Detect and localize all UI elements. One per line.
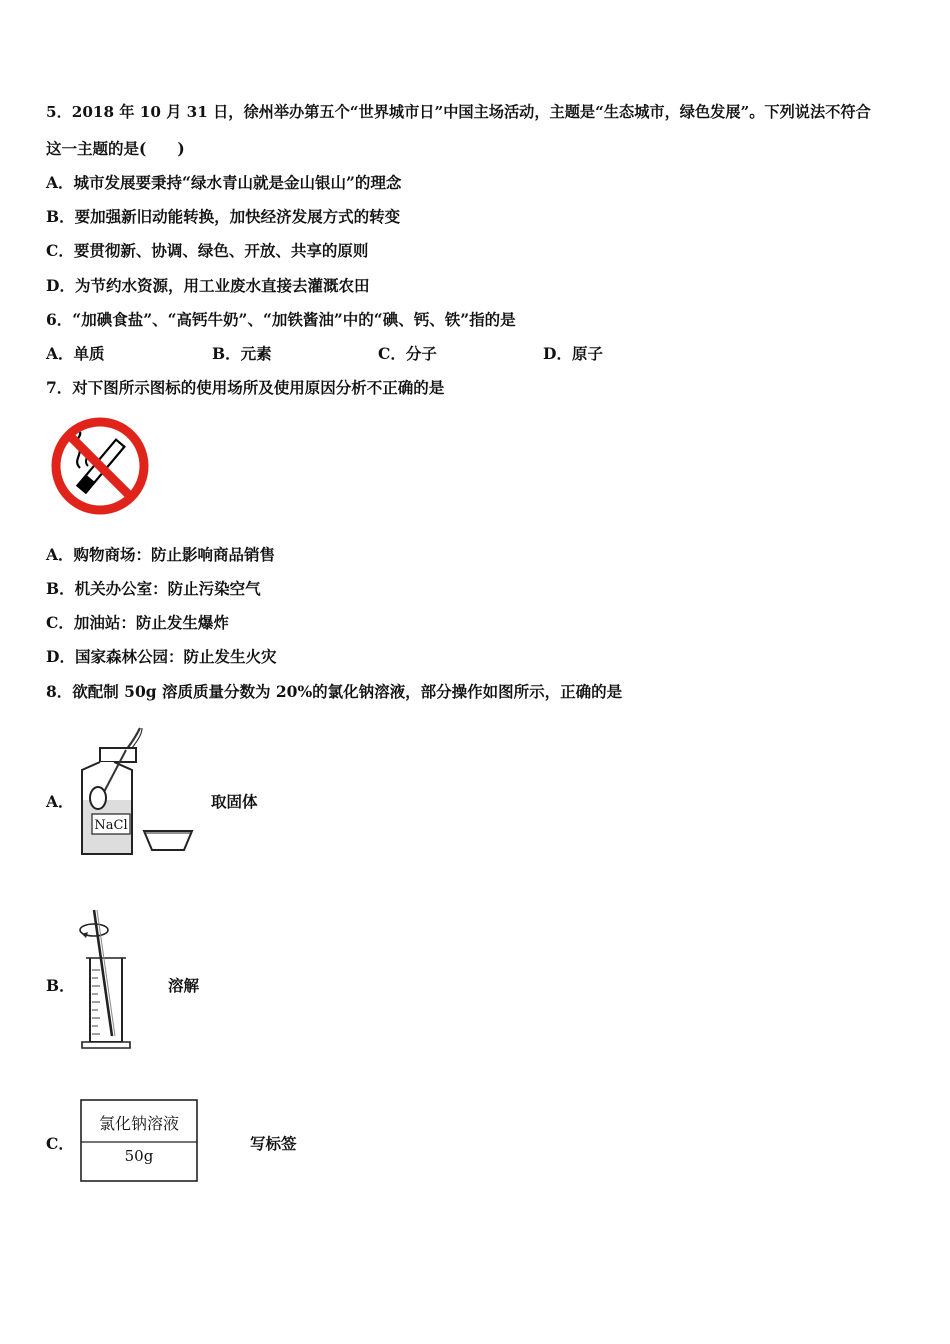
label-solution-name: 氯化钠溶液 (98, 1114, 180, 1133)
q8-stem: 8．欲配制 50g 溶质质量分数为 20%的氯化钠溶液，部分操作如图所示，正确的是 (46, 682, 623, 701)
bottle-label: NaCl (94, 818, 128, 833)
q8-item-c-caption: 写标签 (250, 1134, 297, 1153)
q7-option-c: C．加油站：防止发生爆炸 (46, 613, 229, 632)
q5-option-c: C．要贯彻新、协调、绿色、开放、共享的原则 (46, 241, 369, 260)
graduated-cylinder-stirring-icon (72, 906, 136, 1054)
q6-stem: 6．“加碘食盐”、“高钙牛奶”、“加铁酱油”中的“碘、钙、铁”指的是 (46, 310, 516, 329)
label-solution-mass: 50g (124, 1147, 154, 1165)
q8-item-a-letter: A． (46, 792, 74, 811)
q5-option-d: D．为节约水资源，用工业废水直接去灌溉农田 (46, 276, 370, 295)
q7-stem: 7．对下图所示图标的使用场所及使用原因分析不正确的是 (46, 378, 445, 397)
q5-option-a: A．城市发展要秉持“绿水青山就是金山银山”的理念 (46, 173, 402, 192)
q6-option-c: C．分子 (378, 344, 437, 363)
q6-option-b: B．元素 (212, 344, 272, 363)
solution-label-card (80, 1099, 198, 1183)
q6-option-a: A．单质 (46, 344, 105, 363)
q5-stem-line2: 这一主题的是( ) (46, 139, 185, 158)
q8-item-a-caption: 取固体 (211, 792, 258, 811)
q5-option-b: B．要加强新旧动能转换，加快经济发展方式的转变 (46, 207, 401, 226)
q7-option-d: D．国家森林公园：防止发生火灾 (46, 647, 277, 666)
q8-item-b-caption: 溶解 (168, 976, 200, 995)
no-smoking-icon (50, 416, 150, 516)
q5-stem-line1: 5．2018 年 10 月 31 日，徐州举办第五个“世界城市日”中国主场活动，主题是“生态城市，绿色发展”。下列说法不符合 (46, 103, 871, 121)
q6-option-d: D．原子 (543, 344, 603, 363)
q8-item-b-letter: B． (46, 976, 75, 995)
reagent-bottle-with-spoon-icon (76, 726, 196, 858)
q7-option-b: B．机关办公室：防止污染空气 (46, 579, 261, 598)
q8-item-c-letter: C． (46, 1134, 74, 1153)
q7-option-a: A．购物商场：防止影响商品销售 (46, 545, 276, 564)
